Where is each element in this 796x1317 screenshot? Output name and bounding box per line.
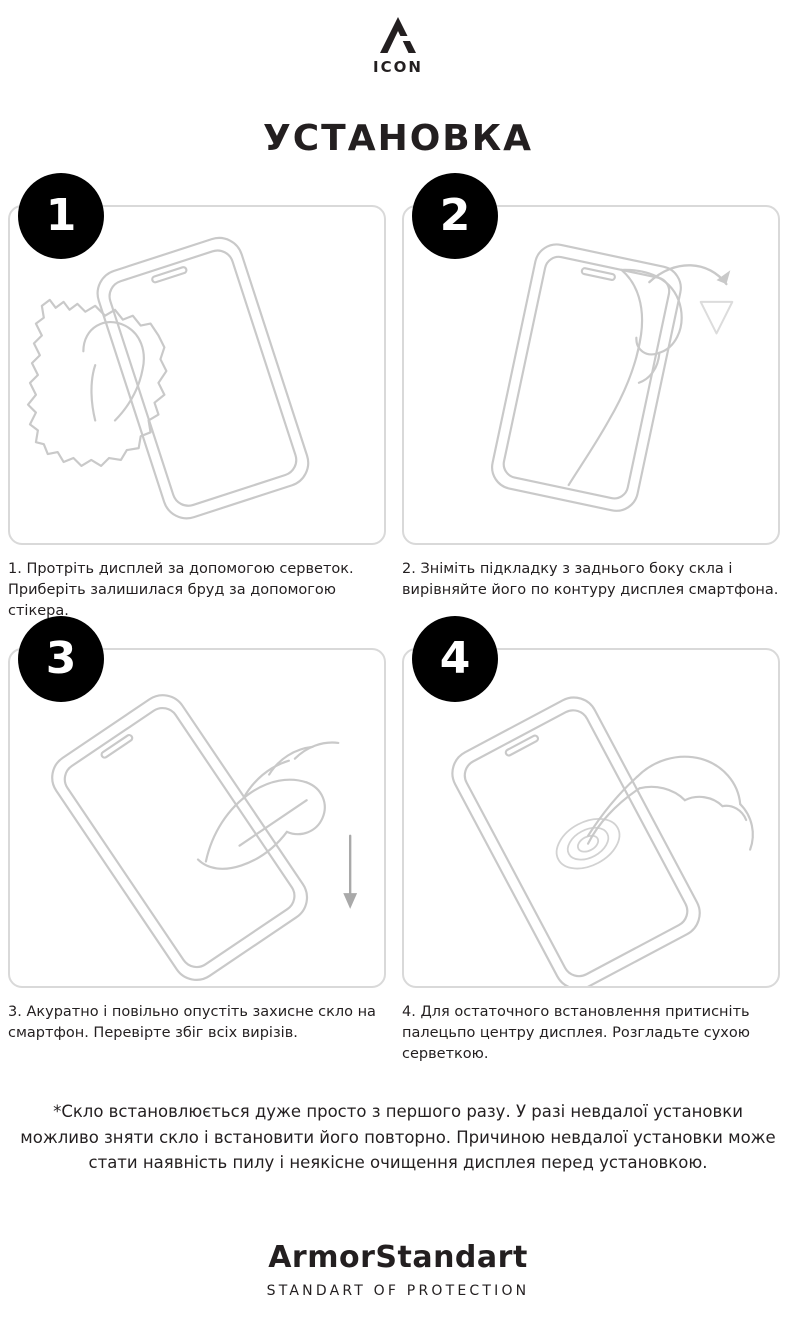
step-1-badge: 1 bbox=[18, 173, 104, 259]
step-3-caption: 3. Акуратно і повільно опустіть захисне скло на смартфон. Перевірте збіг всіх вирізів. bbox=[8, 1004, 376, 1042]
steps-grid bbox=[0, 190, 796, 1065]
step-2-caption: 2. Зніміть підкладку з заднього боку скла і вирівняйте його по контуру дисплея смартфона. bbox=[402, 561, 779, 599]
step-1 bbox=[8, 190, 394, 622]
page-title: УСТАНОВКА bbox=[262, 118, 534, 159]
step-4-caption: 4. Для остаточного встановлення притисніть палецьпо центру дисплея. Розгладьте сухою серветкою. bbox=[402, 1004, 750, 1063]
footer-tagline: STANDART OF PROTECTION bbox=[266, 1283, 530, 1299]
step-3-figure bbox=[8, 633, 386, 988]
step-2-figure bbox=[402, 190, 780, 545]
icon-a-logo bbox=[375, 14, 421, 56]
step-2 bbox=[402, 190, 788, 622]
step-3-badge: 3 bbox=[18, 616, 104, 702]
step-1-figure bbox=[8, 190, 386, 545]
step-3 bbox=[8, 633, 394, 1065]
step-4-figure bbox=[402, 633, 780, 988]
step-1-caption: 1. Протріть дисплей за допомогою серветок. Приберіть залишилася бруд за допомогою стікера. bbox=[8, 561, 354, 620]
step-4 bbox=[402, 633, 788, 1065]
brand-header bbox=[0, 0, 796, 76]
brand-name: ICON bbox=[373, 58, 423, 76]
step-4-badge: 4 bbox=[412, 616, 498, 702]
step-2-badge: 2 bbox=[412, 173, 498, 259]
footer bbox=[0, 1240, 796, 1299]
footer-logo: ArmorStandart bbox=[268, 1240, 528, 1275]
footnote: *Скло встановлюється дуже просто з першого разу. У разі невдалої установки можливо зняти скло і встановити його повторно. Причиною невдалої установки може стати наявність пилу і неякісне очищення дисплея перед установкою. bbox=[20, 1102, 776, 1173]
